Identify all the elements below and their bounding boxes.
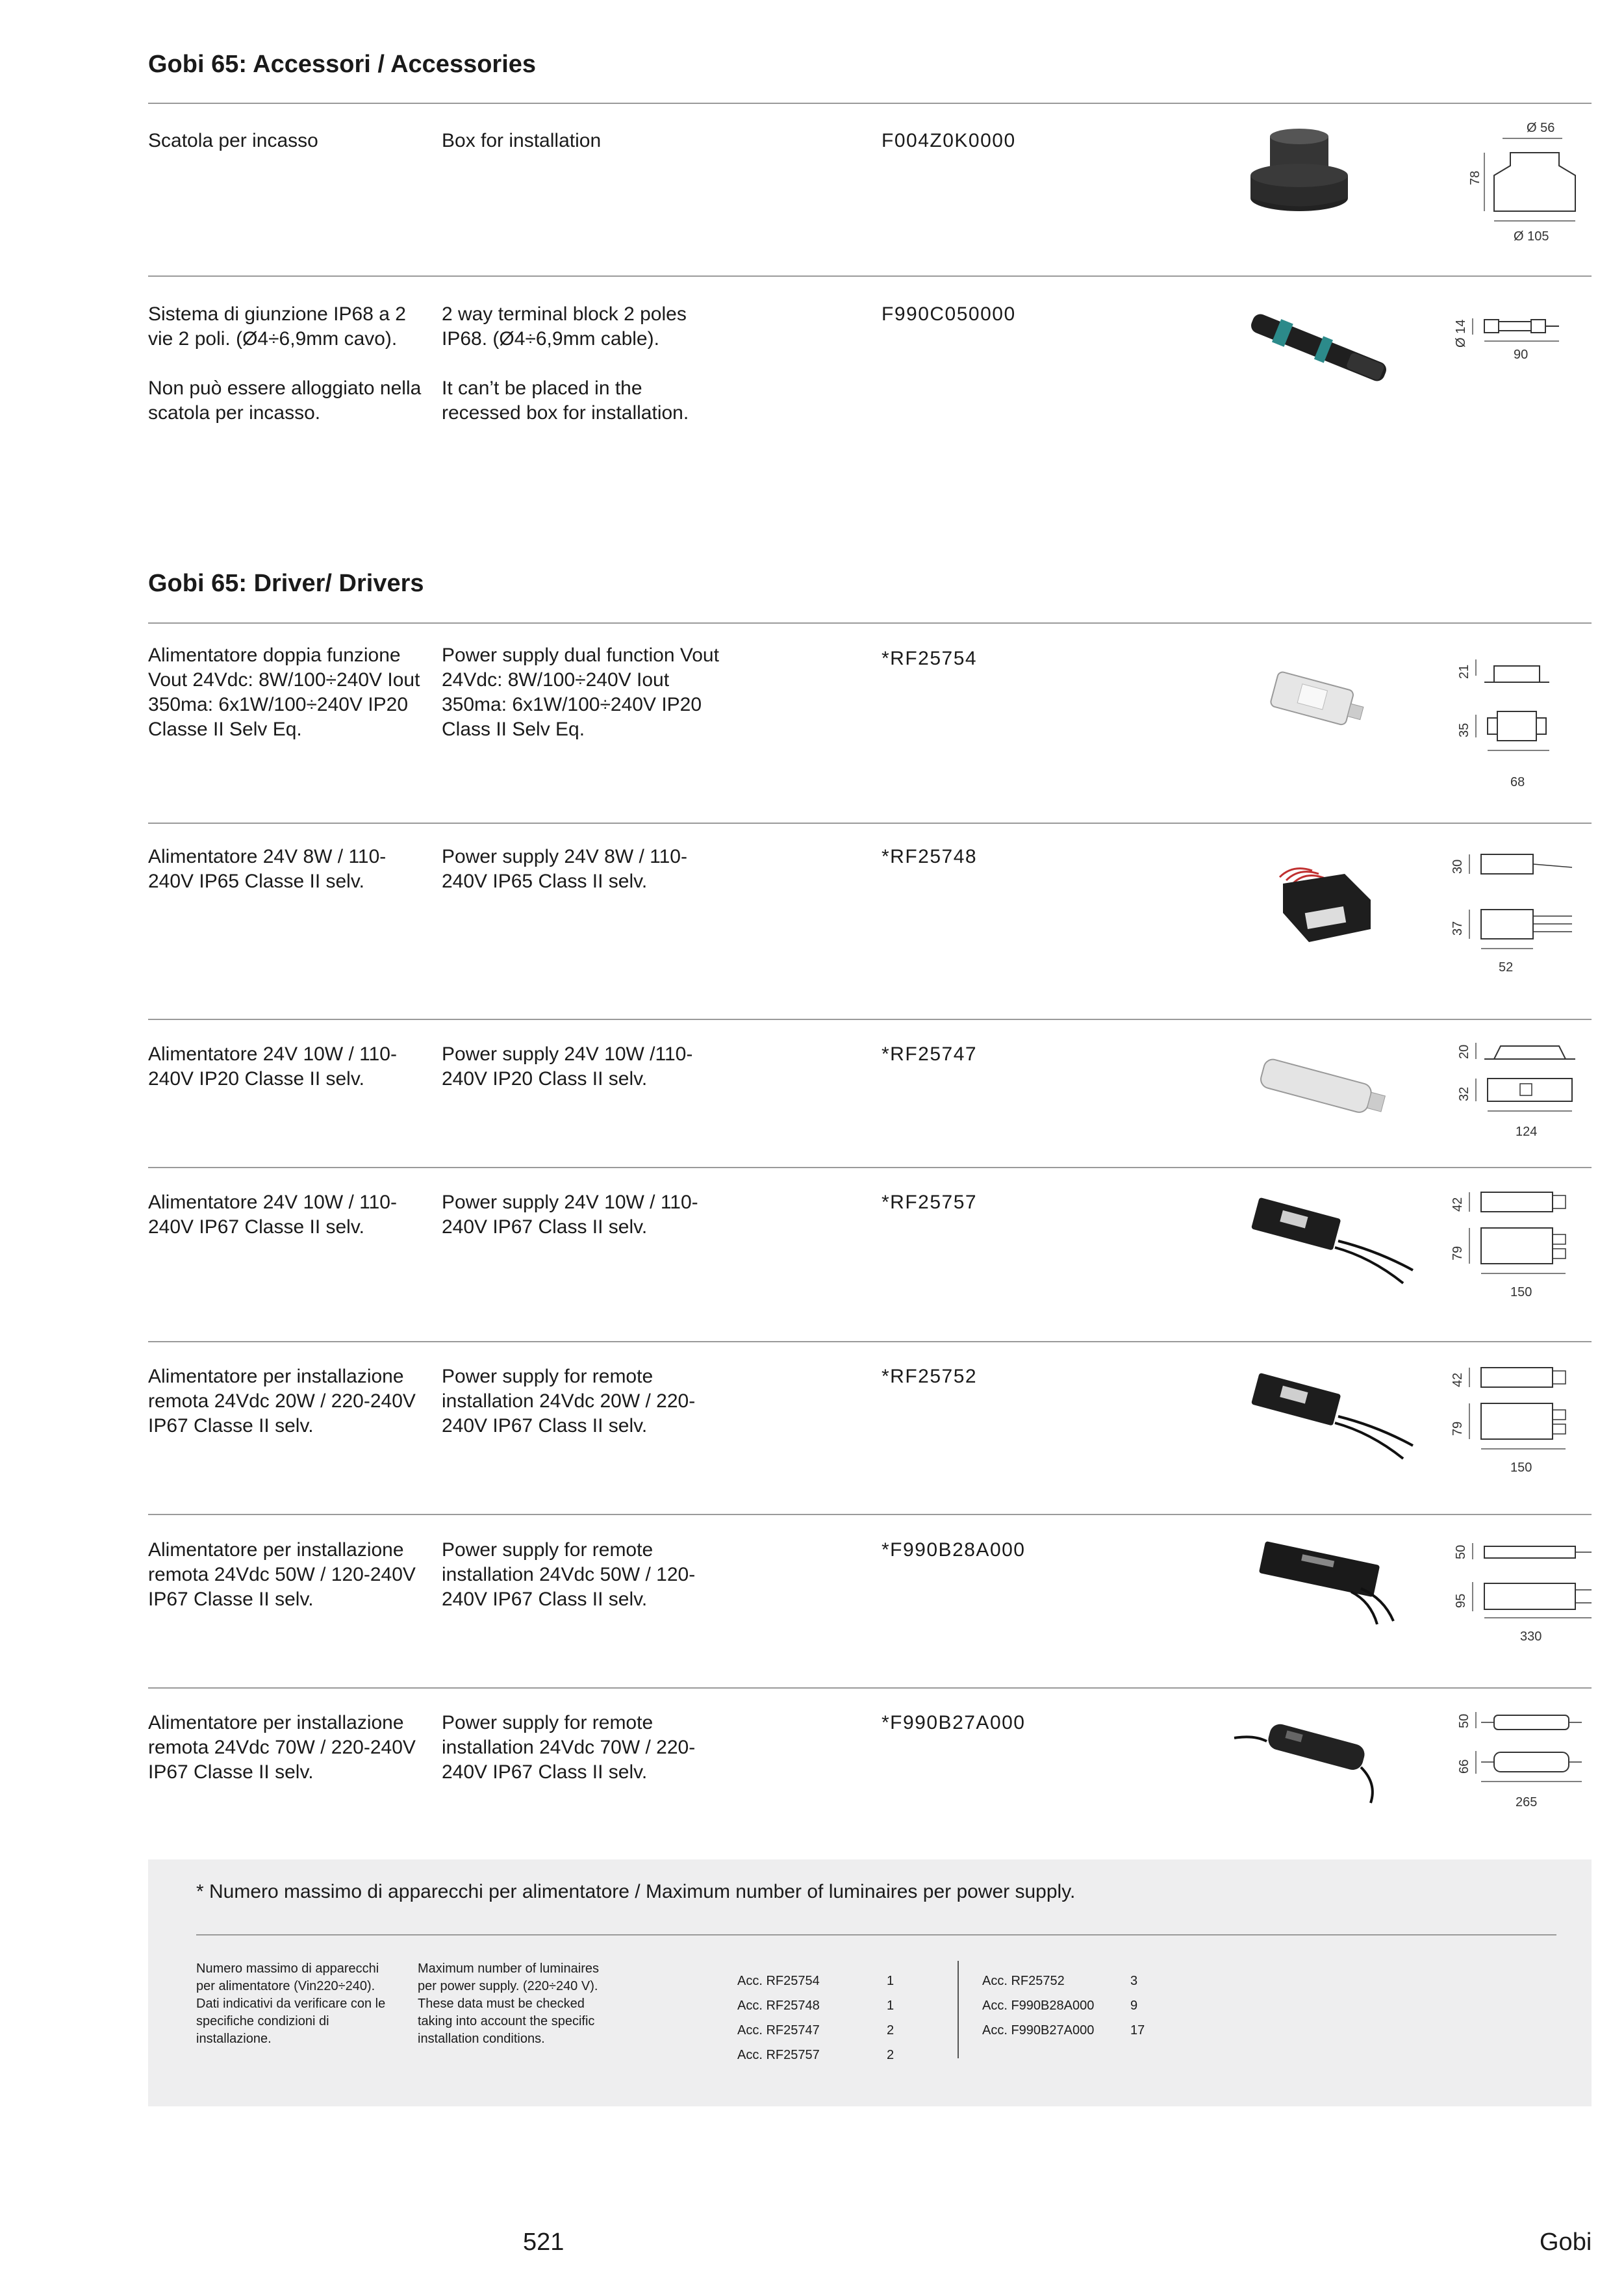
table-separator [958, 1961, 959, 2058]
table-value: 2 [887, 2023, 894, 2038]
driver-photo [1221, 851, 1416, 962]
description-en: 2 way terminal block 2 poles IP68. (Ø4÷6,9mm cable). It can’t be placed in the recessed box for installation. [442, 303, 689, 424]
brand-name: Gobi [1540, 2229, 1592, 2256]
divider [148, 1514, 1592, 1515]
table-label: Acc. F990B27A000 [982, 2023, 1095, 2038]
dim-label: 66 [1457, 1759, 1471, 1774]
product-code: *RF25757 [882, 1192, 978, 1213]
product-code: F004Z0K0000 [882, 130, 1016, 151]
driver-photo [1221, 1527, 1416, 1637]
dim-label: 68 [1510, 775, 1525, 789]
driver-dimension-drawing [1445, 838, 1601, 994]
terminal-block-dimension-drawing [1445, 292, 1601, 448]
dim-label: 79 [1451, 1421, 1465, 1436]
note-heading: * Numero massimo di apparecchi per alimentatore / Maximum number of luminaires per power supply. [196, 1881, 1076, 1902]
driver-dimension-drawing [1445, 646, 1601, 802]
product-code: F990C050000 [882, 303, 1016, 325]
driver-dimension-drawing [1445, 1524, 1601, 1680]
divider [148, 1019, 1592, 1020]
driver-dimension-drawing [1445, 1696, 1601, 1852]
product-code: *RF25747 [882, 1043, 978, 1065]
table-value: 9 [1130, 1999, 1138, 2013]
dim-label: 95 [1454, 1593, 1468, 1608]
table-value: 1 [887, 1974, 894, 1988]
divider [148, 622, 1592, 624]
product-code: *RF25752 [882, 1366, 978, 1387]
driver-photo [1221, 1355, 1416, 1465]
product-code: *RF25754 [882, 648, 978, 669]
note-text-en: Maximum number of luminaires per power supply. (220÷240 V). These data must be checked taking into account the specific installation conditions. [418, 1961, 599, 2046]
driver-dimension-drawing [1445, 1033, 1601, 1189]
description-it: Sistema di giunzione IP68 a 2 vie 2 poli. (Ø4÷6,9mm cavo). Non può essere alloggiato nella scatola per incasso. [148, 303, 422, 424]
description-en: Box for installation [442, 130, 602, 151]
dim-label: 330 [1520, 1629, 1542, 1644]
description-it: Alimentatore doppia funzione Vout 24Vdc: 8W/100÷240V Iout 350ma: 6x1W/100÷240V IP20 Classe II Selv Eq. [148, 645, 420, 740]
dim-label: 52 [1499, 960, 1514, 975]
drivers-title: Gobi 65: Driver/ Drivers [148, 570, 424, 597]
divider [148, 1687, 1592, 1689]
description-it: Alimentatore 24V 10W / 110-240V IP20 Classe II selv. [148, 1043, 397, 1090]
box-installation-photo [1221, 110, 1416, 221]
dim-label: 124 [1516, 1125, 1538, 1139]
dim-label: 265 [1516, 1795, 1538, 1809]
table-label: Acc. RF25754 [737, 1974, 820, 1988]
product-code: *F990B27A000 [882, 1712, 1026, 1733]
accessories-title: Gobi 65: Accessori / Accessories [148, 51, 537, 78]
table-value: 1 [887, 1999, 894, 2013]
terminal-block-photo [1221, 292, 1416, 403]
driver-photo [1221, 1699, 1416, 1809]
table-value: 2 [887, 2048, 894, 2062]
description-en: Power supply for remote installation 24Vdc 50W / 120-240V IP67 Class II selv. [442, 1539, 696, 1610]
description-it: Scatola per incasso [148, 130, 318, 151]
description-it: Alimentatore per installazione remota 24Vdc 70W / 220-240V IP67 Classe II selv. [148, 1712, 416, 1783]
driver-photo [1221, 1179, 1416, 1290]
table-label: Acc. F990B28A000 [982, 1999, 1095, 2013]
dim-label: 50 [1454, 1544, 1468, 1559]
dim-label: 42 [1451, 1197, 1465, 1212]
box-dimension-drawing [1445, 114, 1601, 270]
divider [148, 1341, 1592, 1342]
driver-dimension-drawing [1445, 1351, 1601, 1507]
driver-photo [1221, 1033, 1416, 1143]
dim-label: 30 [1451, 859, 1465, 874]
table-label: Acc. RF25757 [737, 2048, 820, 2062]
driver-dimension-drawing [1445, 1176, 1601, 1332]
description-en: Power supply for remote installation 24Vdc 70W / 220-240V IP67 Class II selv. [442, 1712, 696, 1783]
dim-label: 79 [1451, 1246, 1465, 1260]
driver-photo [1221, 643, 1416, 754]
dim-label: 20 [1457, 1044, 1471, 1059]
table-label: Acc. RF25747 [737, 2023, 820, 2038]
product-code: *F990B28A000 [882, 1539, 1026, 1561]
dim-label: Ø 14 [1454, 319, 1468, 348]
table-value: 3 [1130, 1974, 1138, 1988]
dim-label: 150 [1510, 1285, 1532, 1299]
dim-label: 21 [1457, 664, 1471, 679]
dim-label: 42 [1451, 1372, 1465, 1387]
description-en: Power supply 24V 10W /110-240V IP20 Class II selv. [442, 1043, 693, 1090]
dim-label: Ø 56 [1527, 121, 1555, 135]
description-it: Alimentatore per installazione remota 24Vdc 20W / 220-240V IP67 Classe II selv. [148, 1366, 416, 1437]
table-value: 17 [1130, 2023, 1145, 2038]
dim-label: 35 [1457, 722, 1471, 737]
divider [196, 1934, 1556, 1935]
dim-label: 50 [1457, 1713, 1471, 1728]
divider [148, 823, 1592, 824]
page-number: 521 [523, 2229, 565, 2256]
product-code: *RF25748 [882, 846, 978, 867]
dim-label: Ø 105 [1514, 229, 1549, 244]
table-label: Acc. RF25752 [982, 1974, 1065, 1988]
table-label: Acc. RF25748 [737, 1999, 820, 2013]
dim-label: 37 [1451, 921, 1465, 936]
description-it: Alimentatore per installazione remota 24Vdc 50W / 120-240V IP67 Classe II selv. [148, 1539, 416, 1610]
dim-label: 150 [1510, 1461, 1532, 1475]
description-it: Alimentatore 24V 8W / 110-240V IP65 Classe II selv. [148, 846, 387, 892]
dim-label: 32 [1457, 1086, 1471, 1101]
divider [148, 275, 1592, 277]
description-en: Power supply 24V 8W / 110-240V IP65 Class II selv. [442, 846, 687, 892]
dim-label: 90 [1514, 348, 1529, 362]
divider [148, 103, 1592, 104]
description-en: Power supply 24V 10W / 110-240V IP67 Class II selv. [442, 1192, 698, 1238]
note-text-it: Numero massimo di apparecchi per alimentatore (Vin220÷240). Dati indicativi da verificare con le specifiche condizioni di installazione. [196, 1961, 386, 2046]
description-en: Power supply dual function Vout 24Vdc: 8W/100÷240V Iout 350ma: 6x1W/100÷240V IP20 Class II Selv Eq. [442, 645, 719, 740]
description-en: Power supply for remote installation 24Vdc 20W / 220-240V IP67 Class II selv. [442, 1366, 696, 1437]
description-it: Alimentatore 24V 10W / 110-240V IP67 Classe II selv. [148, 1192, 397, 1238]
dim-label: 78 [1468, 170, 1482, 185]
divider [148, 1167, 1592, 1168]
